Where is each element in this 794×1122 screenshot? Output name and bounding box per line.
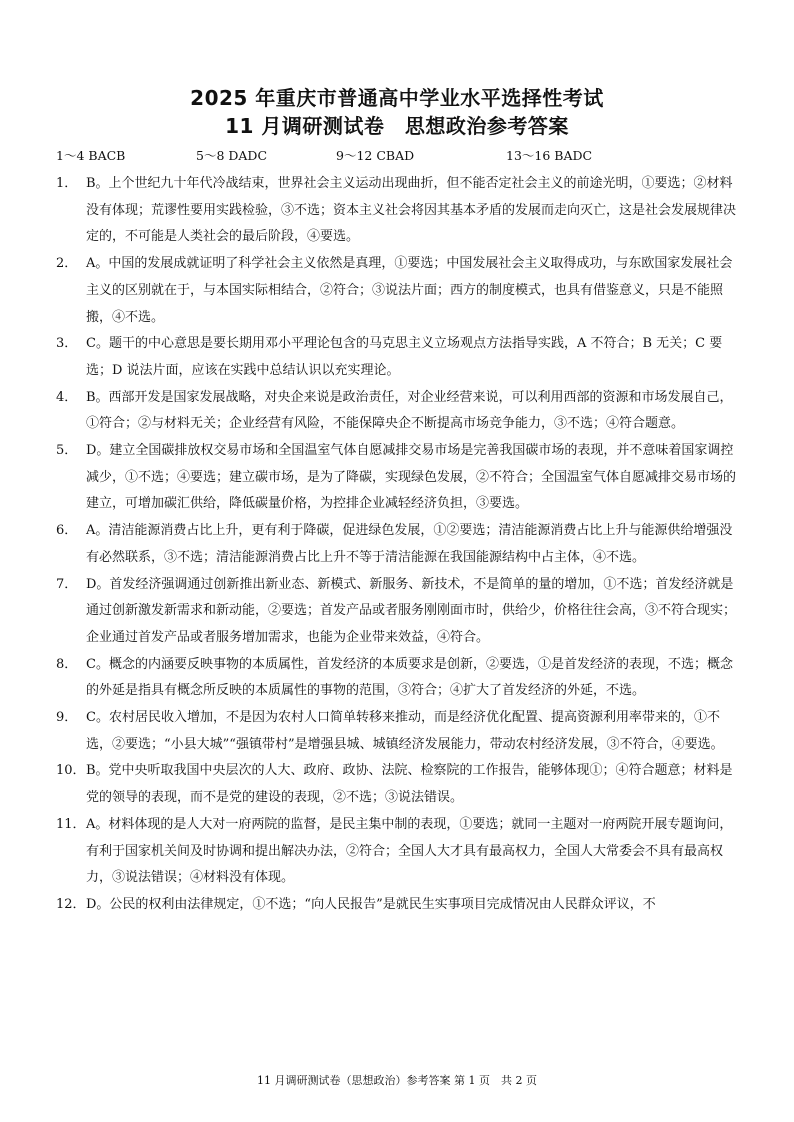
answer-number: 1． (56, 176, 78, 191)
answer-item (56, 572, 740, 652)
answer-item (56, 331, 740, 384)
answer-item (56, 892, 740, 919)
answer-number: 7． (56, 576, 78, 592)
answer-text: C。概念的内涵要反映事物的本质属性，首发经济的本质要求是创新，②要选，①是首发经济的表现，不选；概念的外延是指具有概念所反映的本质属性的事物的范围，③符合；④扩大了首发经济的外延，不选。 (86, 656, 733, 699)
answer-item (56, 251, 740, 331)
answer-number: 5． (56, 443, 78, 459)
answer-number: 8． (56, 656, 78, 672)
answer-number: 10． (56, 763, 86, 779)
answer-number: 9． (56, 710, 78, 726)
answer-key-group: 13～16 BADC (506, 148, 593, 163)
answer-item (56, 758, 740, 811)
answer-text: A。材料体现的是人大对一府两院的监督，是民主集中制的表现，①要选；就同一主题对一府两院开展专题询问，有利于国家机关间及时协调和提出解决办法，②符合；全国人大才具有最高权力，全国人大常委会不具有最高权力，③说法错误；④材料没有体现。 (86, 816, 733, 886)
answer-number: 6． (56, 523, 78, 539)
answer-item (56, 438, 740, 518)
answer-text: D。公民的权利由法律规定，①不选；“向人民报告”是就民生实事项目完成情况由人民群众评议，不 (86, 896, 656, 912)
answer-text: A。中国的发展成就证明了科学社会主义依然是真理，①要选；中国发展社会主义取得成功，与东欧国家发展社会主义的区别就在于，与本国实际相结合，②符合；③说法片面；西方的制度模式，也具有借鉴意义，只是不能照搬，④不选。 (86, 256, 733, 325)
answer-number: 11． (56, 816, 86, 832)
answer-text: B。党中央听取我国中央层次的人大、政府、政协、法院、检察院的工作报告，能够体现①；④符合题意；材料是党的领导的表现，而不是党的建设的表现，②不选；③说法错误。 (86, 763, 733, 806)
answer-text: A。清洁能源消费占比上升，更有利于降碳，促进绿色发展，①②要选；清洁能源消费占比上升与能源供给增强没有必然联系，③不选；清洁能源消费占比上升不等于清洁能源在我国能源结构中占主体，④不选。 (86, 523, 733, 565)
answer-explanations (56, 171, 740, 919)
answer-text: D。首发经济强调通过创新推出新业态、新模式、新服务、新技术，不是简单的量的增加，①不选；首发经济就是通过创新激发新需求和新动能，②要选；首发产品或者服务刚刚面市时，供给少，价格往往会高，③不符合现实；企业通过首发产品或者服务增加需求，也能为企业带来效益，④符合。 (86, 576, 737, 645)
answer-text: D。建立全国碳排放权交易市场和全国温室气体自愿减排交易市场是完善我国碳市场的表现，并不意味着国家调控减少，①不选；④要选；建立碳市场，是为了降碳，实现绿色发展，②不符合；全国温室气体自愿减排交易市场的建立，可增加碳汇供给，降低碳量价格，为控排企业减轻经济负担，③要选。 (86, 443, 737, 512)
answer-item (56, 705, 740, 758)
document-subtitle: 11 月调研测试卷 思想政治参考答案 (225, 114, 569, 138)
answer-text: B。西部开发是国家发展战略，对央企来说是政治责任，对企业经营来说，可以利用西部的资源和市场发展自己，①符合；②与材料无关；企业经营有风险，不能保障央企不断提高市场竞争能力，③不选；④符合题意。 (86, 389, 733, 432)
answer-number: 12． (56, 896, 86, 912)
answer-item (56, 385, 740, 438)
answer-item (56, 812, 740, 892)
answer-key-group: 1～4 BACB (56, 148, 126, 163)
answer-text: B。上个世纪九十年代冷战结束，世界社会主义运动出现曲折，但不能否定社会主义的前途光明，①要选；②材料没有体现；荒谬性要用实践检验，③不选；资本主义社会将因其基本矛盾的发展而走向灭亡，这是社会发展规律决定的，不可能是人类社会的最后阶段，④要选。 (86, 176, 737, 245)
answer-number: 3． (56, 336, 78, 352)
answer-text: C。农村居民收入增加，不是因为农村人口简单转移来推动，而是经济优化配置、提高资源利用率带来的，①不选，②要选；“小县大城”“强镇带村”是增强县城、城镇经济发展能力，带动农村经济发展，③不符合，④要选。 (86, 710, 724, 752)
document-title: 2025 年重庆市普通高中学业水平选择性考试 (190, 86, 604, 110)
answer-item (56, 518, 740, 571)
answer-item (56, 652, 740, 705)
page-footer: 11 月调研测试卷（思想政治）参考答案 第 1 页 共 2 页 (257, 1074, 537, 1087)
answer-key-row (56, 146, 756, 164)
answer-key-group: 5～8 DADC (196, 148, 268, 163)
answer-number: 4． (56, 389, 78, 405)
answer-item (56, 171, 740, 251)
answer-number: 2． (56, 256, 78, 272)
answer-key-group: 9～12 CBAD (336, 148, 415, 163)
answer-text: C。题干的中心意思是要长期用邓小平理论包含的马克思主义立场观点方法指导实践，A 不符合；B 无关；C 要选；D 说法片面，应该在实践中总结认识以充实理论。 (86, 336, 723, 378)
